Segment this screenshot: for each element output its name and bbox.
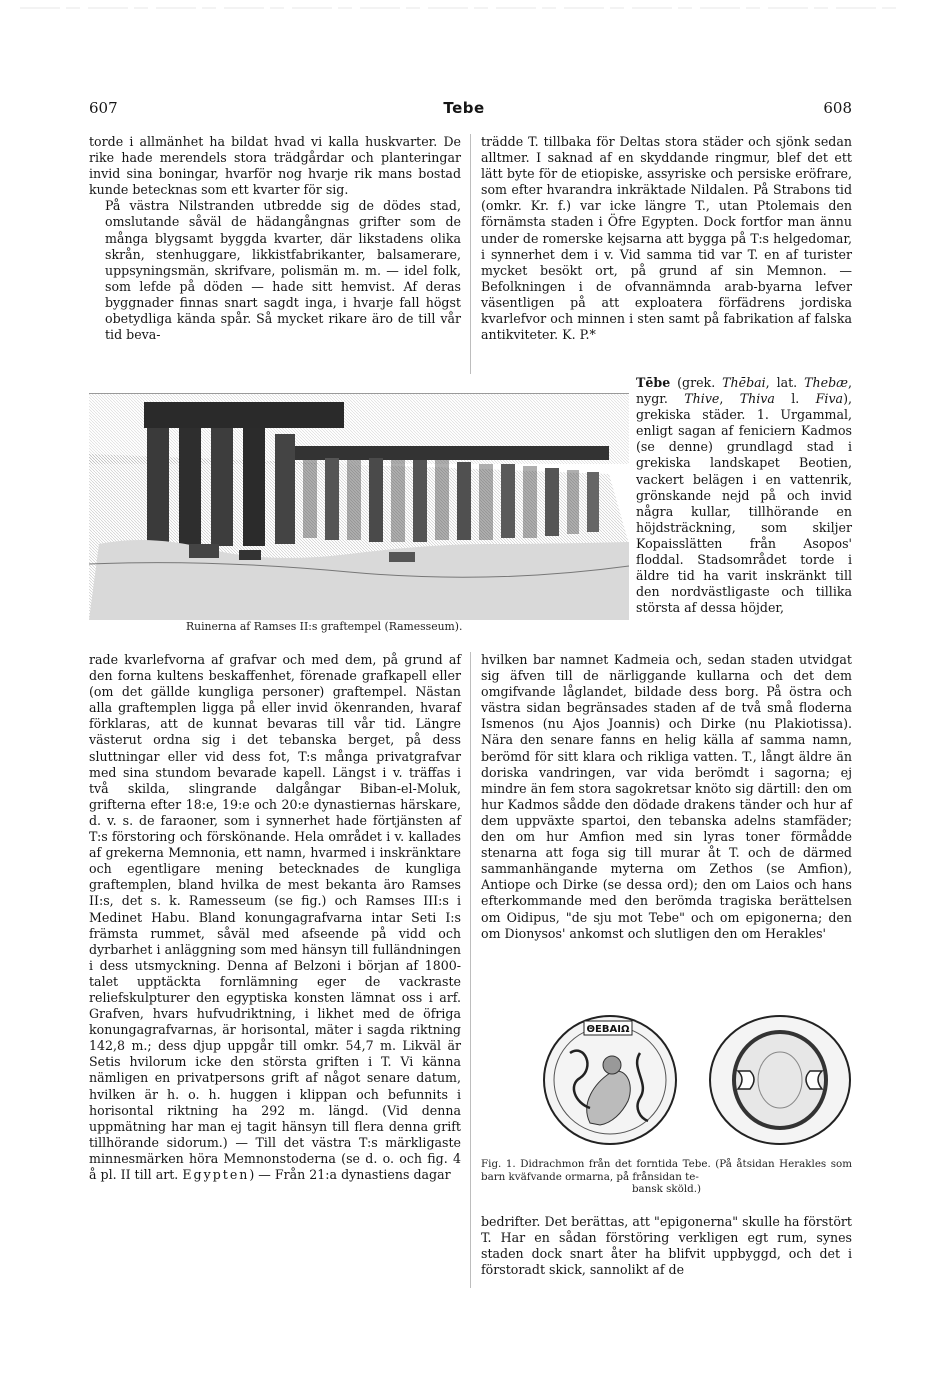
entry-italic: Thive: [684, 391, 720, 407]
paragraph: [481, 134, 852, 343]
caption-line: bansk sköld.): [631, 1183, 702, 1196]
paragraph-text: ) — Från 21:a dynastiens dagar: [249, 1167, 451, 1182]
page-number-right: 608: [823, 99, 852, 117]
column-right-end: [481, 1214, 852, 1278]
entry-text: , nygr.: [636, 375, 852, 407]
entry-text: , lat.: [765, 375, 805, 390]
didrachm-coin: [540, 1013, 860, 1148]
entry-headword: Tēbe: [636, 375, 671, 390]
caption-line: Fig. 1. Didrachmon från det forntida Tebe. (På åtsidan Herakles som barn kväfvande ormarna, på frånsidan te-: [481, 1158, 852, 1183]
scan-top-edge: [0, 0, 928, 20]
paragraph: bedrifter. Det berättas, att "epigonerna" skulle ha förstört T. Har en sådan förstöring verkligen egt rum, synes staden dock snart åter ha blifvit uppbyggd, och det i förstoradt skick, sannolikt af de: [481, 1214, 852, 1278]
column-left-top: [89, 134, 461, 343]
entry-italic: Thēbai: [722, 375, 766, 390]
coin-illustration: [540, 1013, 860, 1148]
entry-text: (grek.: [670, 375, 723, 390]
paragraph: hvilken bar namnet Kadmeia och, sedan staden utvidgat sig äfven till de närliggande kullarna och det dem omgifvande låglandet, bildade dess borg. På östra och västra sidan begränsades staden af de två små floderna Ismenos (nu Ajos Joannis) och Dirke (nu Plakiotissa). Nära den senare fanns en helig källa af samma namn, berömd för sitt klara och rikliga vatten. T., långt äldre än doriska vandringen, var vida berömdt i sagorna; ej mindre än fem stora sagokretsar knöto sig därtill: den om hur Kadmos sådde den dödade drakens tänder och hur af dem uppväxte spartoi, den tebanska adelns stamfäder; den om hur Amfion med sin lyras toner förmådde stenarna att foga sig till murar åt T. och de därmed sammanhängande myterna om Zethos (se Amfion), Antiope och Dirke (se dessa ord); den om Laios och hans efterkommande med den berömda tragiska berättelsen om Oidipus, "de sju mot Tebe" och om epigonerna; den om Dionysos' ankomst och slutligen den om Herakles': [481, 652, 852, 941]
entry-text: ), grekiska städer. 1. Urgammal, enligt sagan af feniciern Kadmos (se denne) grundlagd stad i grekiska landskapet Beotien, vackert belägen i en vattenrik, grönskande nejd på och invid några kullar, tillhörande en höjdsträckning, som skiljer Kopaisslätten från Asopos' floddal. Stadsområdet torde i äldre tid ha varit inskränkt till den nordvästligaste och tillika största af dessa höjder,: [636, 391, 852, 616]
entry-italic: Thebæ: [804, 375, 848, 390]
entry-tebe: [636, 375, 852, 616]
spaced-term: Egypten: [182, 1167, 250, 1182]
entry-italic: Fiva: [815, 391, 844, 407]
column-right-bottom: [481, 652, 852, 942]
column-rule-bottom: [470, 652, 471, 1288]
figure-caption: Ruinerna af Ramses II:s graftempel (Ramesseum).: [186, 620, 463, 633]
paragraph-text: trädde T. tillbaka för Deltas stora städer och sjönk sedan alltmer. I saknad af en skyddande ringmur, blef det ett lätt byte för de etiopiske, assyriske och persiske eröfrare, som efter hvarandra inkräktade Nildalen. På Strabons tid (omkr. Kr. f.) var icke längre T., utan Ptolemais den förnämsta staden i Öfre Egypten. Dock fortfor man ännu under de romerske kejsarna att bygga på T:s helgedomar, i synnerhet dem i v. Vid samma tid var T. en af turister mycket besökt ort, på grund af sin Memnon. — Befolkningen i de ofvannämnda arab-byarna lefver väsentligen på att exploatera förfädrens jordiska kvarlefvor och minnen i sten samt på fabrikation af falska antikviteter.: [481, 134, 852, 343]
entry-text: ,: [719, 391, 740, 407]
ramesseum-engraving: [89, 394, 629, 620]
figure-caption-coin: [481, 1158, 852, 1196]
paragraph-text: rade kvarlefvorna af grafvar och med dem, på grund af den forna kultens beskaffenhet, förenade grafkapell eller (om det gällde kungliga personer) graftempel. Nästan alla graftemplen ligga på eller invid ökenranden, hvaraf förklaras, att de kunnat bevaras till vår tid. Längre västerut ordna sig i det tebanska berget, på dess sluttningar eller vid dess fot, T:s många privatgrafvar med sina stundom bevarade kapell. Längst i v. träffas i två skilda, slingrande dalgångar Biban-el-Moluk, grifterna efter 18:e, 19:e och 20:e dynastiernas härskare, d. v. s. de faraoner, som i synnerhet hade förtjänsten af T:s förstoring och förskönande. Hela området i v. kallades af grekerna Memnonia, ett namn, hvarmed i inskränktare och egentligare mening betecknades de kungliga graftemplen, bland hvilka de mest bekanta äro Ramses II:s, det s. k. Ramesseum (se fig.) och Ramses III:s i Medinet Habu. Bland konungagrafvarna intar Seti I:s främsta rummet, såväl med afseende på vidd och dyrbarhet i anläggning som med hänsyn till fulländningen i dess utsmyckning. Denna af Belzoni i början af 1800-talet upptäckta fornlämning eger de vackraste reliefskulpturer den egyptiska konsten lämnat oss i arf. Grafven, hvars hufvudriktning, i likhet med de öfriga konungagrafvarnas, är horisontal, mäter i sagda riktning 142,8 m.; dess djup uppgår till omkr. 54,7 m. Likväl är Setis hvilorum icke den största griften i T. Vi känna nämligen en privatpersons grift af något senare datum, hvilken är h. o. h. huggen i klippan och befunnits i horisontal riktning ha 292 m. längd. (Vid denna uppmätning har man ej tagit hänsyn till flera denna grift tillhörande sidorum.) — Till det västra T:s märkligaste minnesmärken höra Memnonstoderna (se d. o. och fig. 4 å pl. II till art.: [89, 652, 461, 1182]
entry-italic: Thiva: [739, 391, 775, 407]
entry-text: l.: [774, 391, 816, 407]
paragraph: torde i allmänhet ha bildat hvad vi kalla huskvarter. De rike hade merendels stora trädgårdar och planteringar invid sina boningar, hvarför nog hvarje rik mans bostad kunde betecknas som ett kvarter för sig.: [89, 134, 461, 198]
author-signature: K. P.*: [562, 327, 596, 343]
column-right-top: [481, 134, 852, 343]
coin-legend: ΘΕΒΑΙΩ: [586, 1024, 630, 1035]
paragraph: [89, 652, 461, 1183]
running-title: Tebe: [443, 99, 485, 117]
column-rule-top: [470, 134, 471, 374]
page-number-left: 607: [89, 99, 118, 117]
paragraph: På västra Nilstranden utbredde sig de dödes stad, omslutande såväl de hädangångnas grifter som de många blygsamt byggda kvarter, där likstadens olika skrån, stenhuggare, likkistfabrikanter, balsamerare, uppsyningsmän, skrifvare, polismän m. m. — idel folk, som lefde på döden — hade sitt hemvist. Af deras byggnader finnas snart sagdt inga, i hvarje fall högst obetydliga kända spår. Så mycket rikare äro de till vår tid beva-: [105, 198, 461, 343]
ramesseum-illustration: [89, 393, 629, 620]
column-left-bottom: [89, 652, 461, 1183]
